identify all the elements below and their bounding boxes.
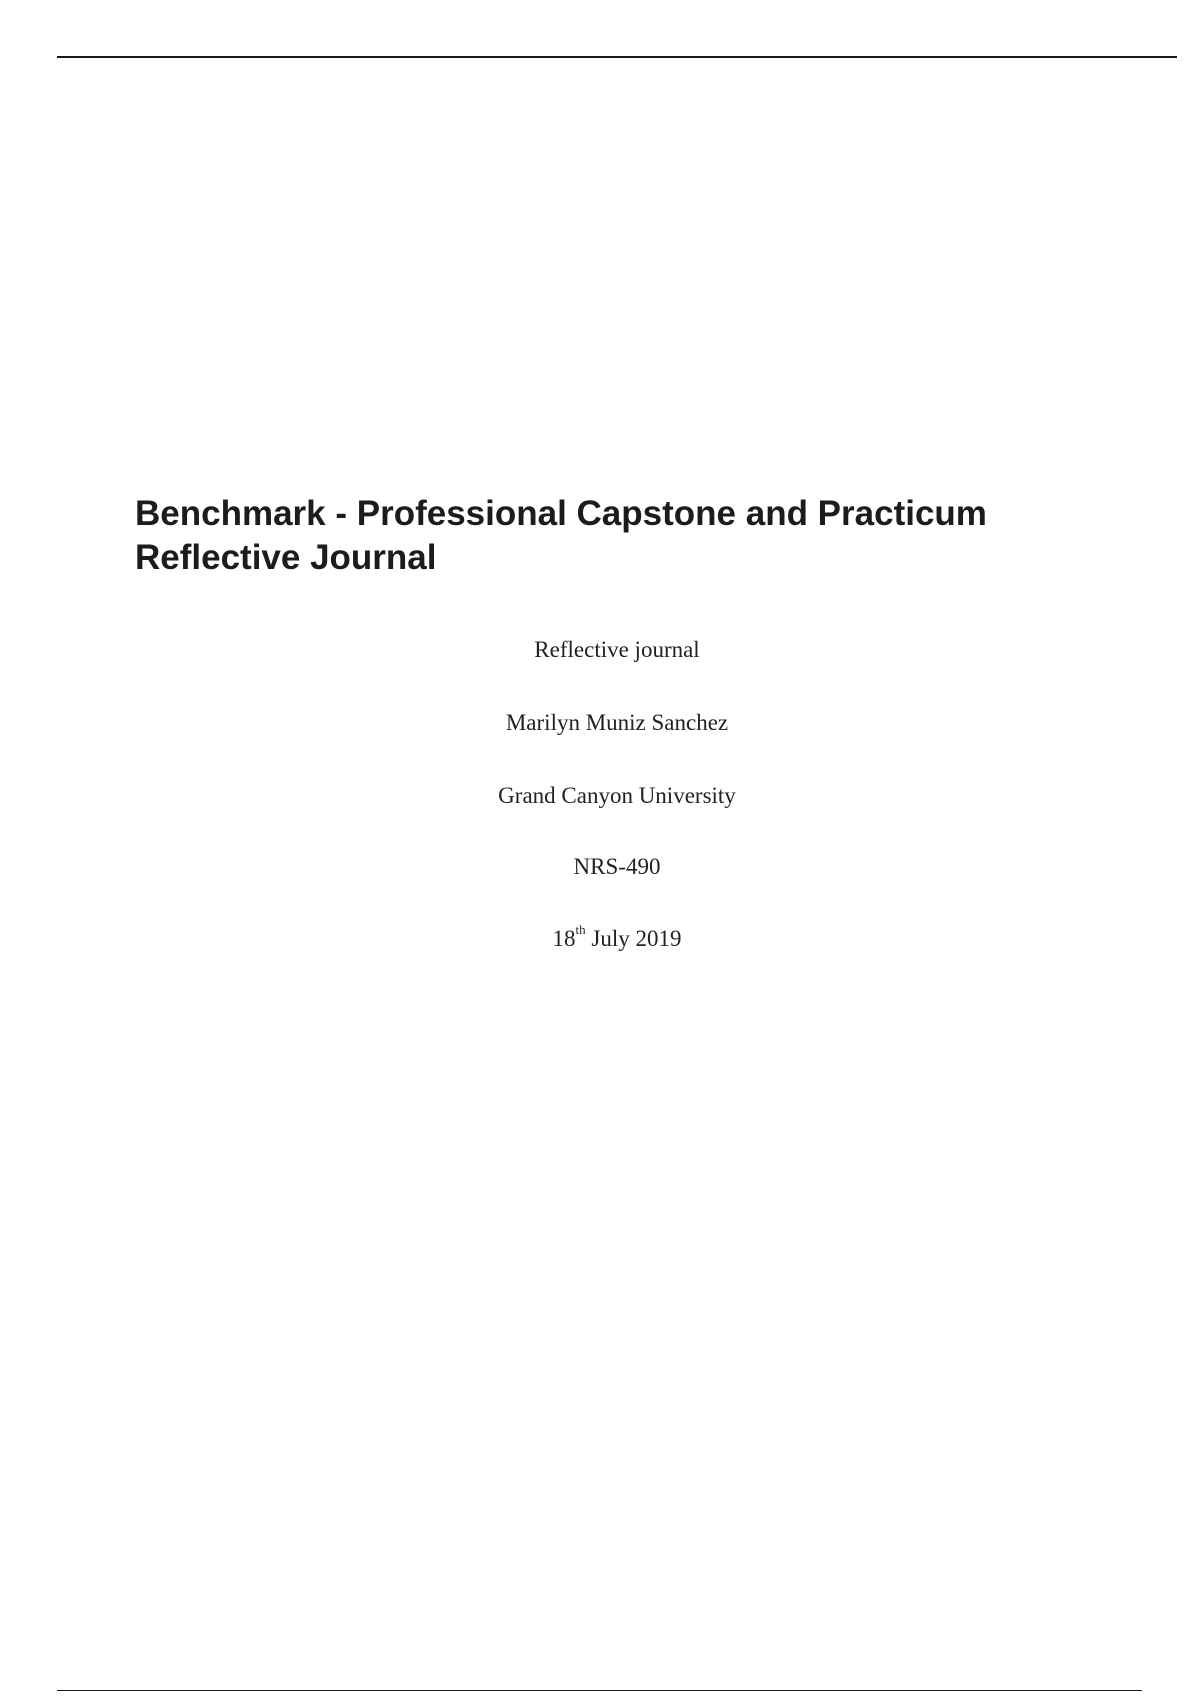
author-name: Marilyn Muniz Sanchez bbox=[505, 710, 729, 735]
date-month-year: July 2019 bbox=[585, 926, 682, 951]
bottom-rule bbox=[57, 1690, 1142, 1691]
date-ordinal-suffix: th bbox=[575, 922, 586, 938]
subtitle: Reflective journal bbox=[534, 637, 700, 662]
course-code: NRS-490 bbox=[573, 854, 661, 879]
document-title-line-2: Reflective Journal bbox=[135, 538, 437, 577]
top-rule bbox=[57, 56, 1177, 58]
date-day: 18 bbox=[552, 926, 576, 951]
document-date bbox=[0, 922, 1200, 953]
institution-name: Grand Canyon University bbox=[498, 783, 736, 808]
document-title-line-1: Benchmark - Professional Capstone and Practicum bbox=[135, 494, 987, 533]
document-title bbox=[135, 492, 1075, 580]
